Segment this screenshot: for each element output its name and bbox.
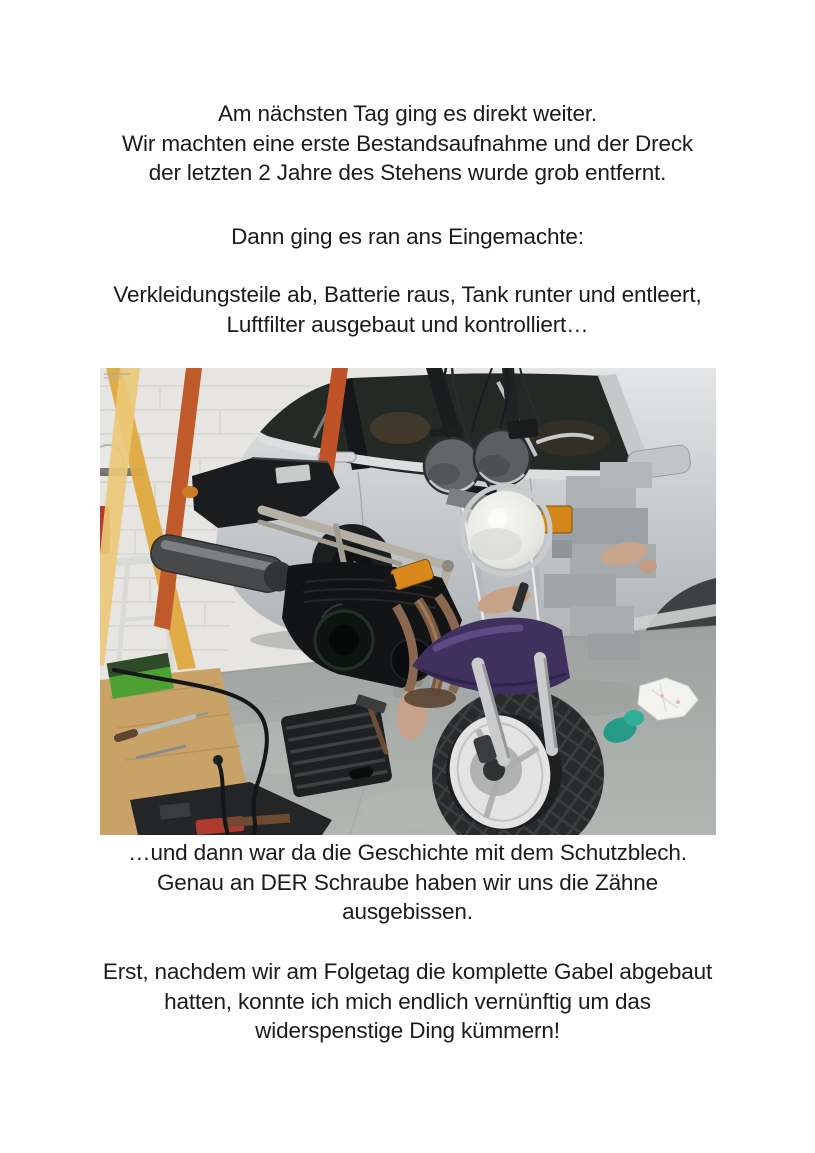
motorcycle-photo [100,368,716,835]
rear-turn-signal [182,486,198,498]
text-line: …und dann war da die Geschichte mit dem Schutzblech. [128,840,687,865]
text-line: ausgebissen. [342,899,473,924]
text-line: hatten, konnte ich mich endlich vernünftig um das [164,988,651,1014]
text-line: Luftfilter ausgebaut und kontrolliert… [226,311,589,337]
paragraph-fender-story [0,838,815,927]
text-line: Genau an DER Schraube haben wir uns die Zähne [156,869,659,895]
text-line: Am nächsten Tag ging es direkt weiter. [217,101,598,126]
paragraph-conclusion [0,957,815,1046]
paragraph-lead [0,222,815,252]
text-line: Erst, nachdem wir am Folgetag die komplette Gabel abgebaut [102,959,713,984]
text-line: Dann ging es ran ans Eingemachte: [231,224,584,249]
rubber-ramp [280,700,393,798]
text-line: widerspenstige Ding kümmern! [255,1018,560,1043]
paragraph-intro [0,99,815,188]
text-line: Verkleidungsteile ab, Batterie raus, Tank runter und entleert, [113,282,702,307]
garage-scene-illustration [100,368,716,835]
text-line: der letzten 2 Jahre des Stehens wurde grob entfernt. [148,160,667,185]
headlight [462,486,550,574]
paragraph-worklist [0,280,815,339]
text-line: Wir machten eine erste Bestandsaufnahme und der Dreck [121,130,694,156]
